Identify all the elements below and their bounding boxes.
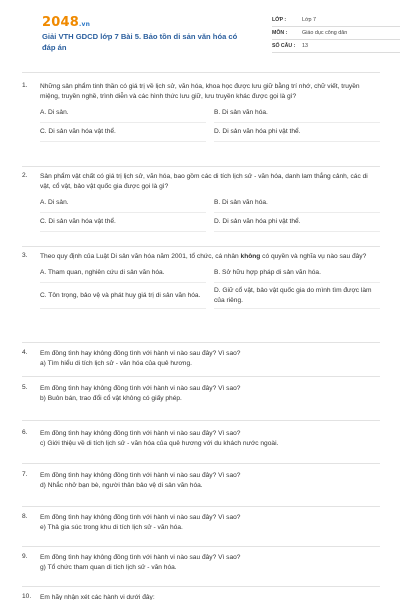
option-d[interactable] bbox=[214, 123, 380, 142]
question-text: Em hãy nhận xét các hành vi dưới đây: bbox=[40, 594, 155, 600]
answer-options bbox=[40, 104, 380, 142]
question-subitem: d) Nhắc nhở bạn bè, người thân bảo vệ di sản văn hóa. bbox=[40, 482, 203, 489]
question-text: Em đồng tình hay không đồng tình với hành vi nào sau đây? Vì sao? bbox=[40, 430, 241, 437]
answer-options bbox=[40, 264, 380, 309]
option-b[interactable] bbox=[214, 194, 380, 213]
question-number: 1. bbox=[22, 82, 28, 89]
meta-label: LỚP : bbox=[272, 17, 287, 23]
question-number: 8. bbox=[22, 513, 28, 520]
question-divider bbox=[22, 342, 380, 343]
question-subitem: e) Thả gia súc trong khu di tích lịch sử - văn hóa. bbox=[40, 524, 183, 531]
question-number: 10. bbox=[22, 593, 32, 600]
option-text: D. Di sản văn hóa phi vật thể. bbox=[214, 218, 301, 225]
question-9 bbox=[22, 553, 380, 573]
question-6 bbox=[22, 429, 380, 449]
question-subitem: b) Buôn bán, trao đổi cổ vật không có giấy phép. bbox=[40, 395, 182, 402]
question-divider bbox=[22, 586, 380, 587]
question-divider bbox=[22, 246, 380, 247]
question-divider bbox=[22, 463, 380, 464]
option-text: C. Di sản văn hóa vật thể. bbox=[40, 128, 116, 135]
option-a[interactable] bbox=[40, 104, 206, 123]
question-divider bbox=[22, 166, 380, 167]
option-text: C. Tôn trọng, bảo vệ và phát huy giá trị di sản văn hóa. bbox=[40, 291, 201, 299]
question-divider bbox=[22, 546, 380, 547]
meta-label: MÔN : bbox=[272, 30, 288, 36]
question-text: Những sản phẩm tinh thần có giá trị về lịch sử, văn hóa, khoa học được lưu giữ bằng trí nhớ, chữ viết, truyền miệng, truyền nghề, trình diễn và các hình thức lưu giữ, lưu truyền khác được gọi là gì? bbox=[40, 83, 360, 100]
question-2 bbox=[22, 172, 380, 232]
page-header bbox=[20, 0, 380, 64]
question-number: 4. bbox=[22, 349, 28, 356]
option-text: A. Tham quan, nghiên cứu di sản văn hóa. bbox=[40, 269, 165, 276]
question-number: 9. bbox=[22, 553, 28, 560]
question-text: Sản phẩm vật chất có giá trị lịch sử, văn hóa, bao gồm các di tích lịch sử - văn hóa, danh lam thắng cảnh, các di vật, cổ vật, bảo vật quốc gia được gọi là gì? bbox=[40, 173, 368, 190]
question-10 bbox=[22, 593, 380, 600]
option-text: A. Di sản. bbox=[40, 109, 69, 116]
question-number: 7. bbox=[22, 471, 28, 478]
question-text: Em đồng tình hay không đồng tình với hành vi nào sau đây? Vì sao? bbox=[40, 472, 241, 479]
question-text bbox=[40, 252, 380, 262]
site-logo[interactable] bbox=[42, 15, 90, 30]
meta-row-subject bbox=[272, 27, 400, 40]
option-d[interactable] bbox=[214, 213, 380, 232]
question-emphasis: không bbox=[240, 253, 261, 260]
document-title: Giải VTH GDCD lớp 7 Bài 5. Bảo tồn di sản văn hóa có đáp án bbox=[42, 32, 238, 52]
option-d[interactable] bbox=[214, 283, 380, 309]
meta-value: Lớp 7 bbox=[302, 17, 317, 23]
question-4 bbox=[22, 349, 380, 369]
question-divider bbox=[22, 506, 380, 507]
question-number: 6. bbox=[22, 429, 28, 436]
question-text: Em đồng tình hay không đồng tình với hành vi nào sau đây? Vì sao? bbox=[40, 350, 241, 357]
option-a[interactable] bbox=[40, 264, 206, 283]
meta-row-class bbox=[272, 14, 400, 27]
logo-suffix: .vn bbox=[78, 21, 91, 28]
option-b[interactable] bbox=[214, 104, 380, 123]
question-number: 2. bbox=[22, 172, 28, 179]
question-text-part: Theo quy định của Luật Di sản văn hóa năm 2001, tổ chức, cá nhân bbox=[40, 253, 241, 260]
question-number: 5. bbox=[22, 384, 28, 391]
logo-main: 2048 bbox=[42, 15, 79, 30]
question-divider bbox=[22, 376, 380, 377]
question-8 bbox=[22, 513, 380, 533]
option-text: B. Sở hữu hợp pháp di sản văn hóa. bbox=[214, 269, 321, 276]
option-c[interactable] bbox=[40, 213, 206, 232]
option-b[interactable] bbox=[214, 264, 380, 283]
meta-value: Giáo dục công dân bbox=[302, 30, 348, 36]
option-text: C. Di sản văn hóa vật thể. bbox=[40, 218, 116, 225]
question-5 bbox=[22, 384, 380, 404]
question-number: 3. bbox=[22, 252, 28, 259]
question-text: Em đồng tình hay không đồng tình với hành vi nào sau đây? Vì sao? bbox=[40, 385, 241, 392]
question-subitem: g) Tổ chức tham quan di tích lịch sử - văn hóa. bbox=[40, 564, 177, 571]
question-7 bbox=[22, 471, 380, 491]
question-text-part: có quyền và nghĩa vụ nào sau đây? bbox=[260, 253, 367, 260]
meta-table bbox=[272, 14, 400, 53]
question-subitem: a) Tìm hiểu di tích lịch sử - văn hóa của quê hương. bbox=[40, 360, 192, 367]
meta-value: 13 bbox=[302, 43, 308, 49]
question-divider bbox=[22, 420, 380, 421]
meta-row-count bbox=[272, 40, 400, 53]
question-1 bbox=[22, 82, 380, 142]
option-text: B. Di sản văn hóa. bbox=[214, 199, 268, 206]
option-c[interactable] bbox=[40, 123, 206, 142]
option-text: D. Giữ cổ vật, bảo vật quốc gia do mình tìm được làm của riêng. bbox=[214, 286, 372, 304]
meta-label: SỐ CÂU : bbox=[272, 43, 296, 49]
option-a[interactable] bbox=[40, 194, 206, 213]
question-text: Em đồng tình hay không đồng tình với hành vi nào sau đây? Vì sao? bbox=[40, 514, 241, 521]
answer-options bbox=[40, 194, 380, 232]
option-text: B. Di sản văn hóa. bbox=[214, 109, 268, 116]
question-subitem: c) Giới thiệu về di tích lịch sử - văn hóa của quê hương với du khách nước ngoài. bbox=[40, 440, 279, 447]
option-c[interactable] bbox=[40, 283, 206, 309]
option-text: A. Di sản. bbox=[40, 199, 69, 206]
option-text: D. Di sản văn hóa phi vật thể. bbox=[214, 128, 301, 135]
question-text: Em đồng tình hay không đồng tình với hành vi nào sau đây? Vì sao? bbox=[40, 554, 241, 561]
question-3 bbox=[22, 252, 380, 309]
header-divider bbox=[22, 72, 380, 73]
